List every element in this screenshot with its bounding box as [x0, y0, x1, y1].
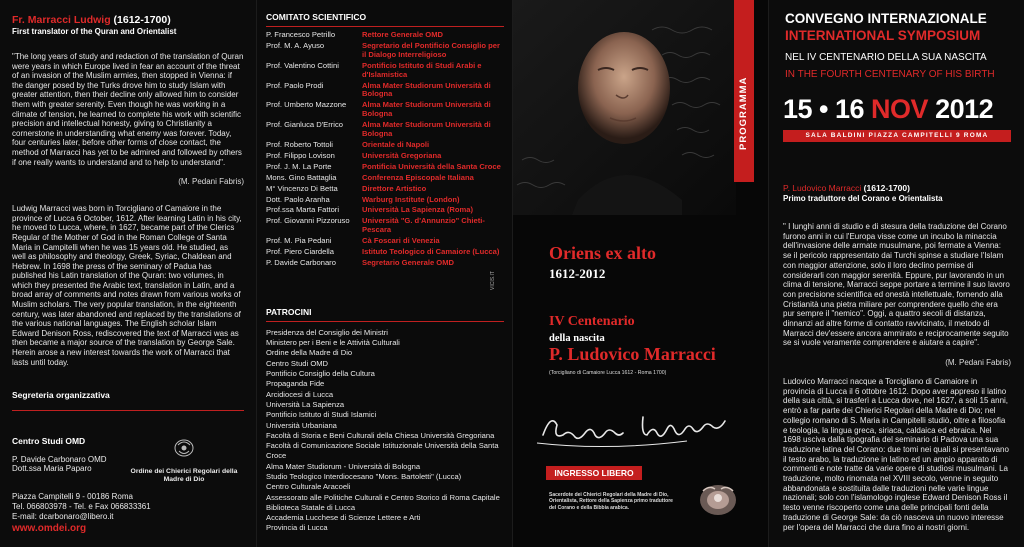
committee-list	[266, 31, 504, 268]
committee-heading: COMITATO SCIENTIFICO	[266, 12, 367, 22]
portrait-image	[512, 0, 736, 215]
event-month: NOV	[871, 94, 929, 124]
panel4-name: P. Ludovico Marracci	[783, 183, 862, 193]
signature-image	[535, 405, 745, 455]
patron-item: Pontificio Istituto di Studi Islamici	[266, 410, 377, 420]
committee-member	[266, 31, 504, 40]
patron-item: Assessorato alle Politiche Culturali e Centro Storico di Roma Capitale	[266, 492, 500, 502]
fold-divider	[512, 0, 513, 547]
address-block	[12, 492, 244, 521]
centenary-en: IN THE FOURTH CENTENARY OF HIS BIRTH	[785, 69, 995, 80]
email-line[interactable]: E-mail: dcarbonaro@libero.it	[12, 511, 114, 521]
committee-member-affiliation: Università Gregoriana	[362, 150, 442, 160]
programma-label: PROGRAMMA	[738, 76, 749, 150]
symposium-title-en: INTERNATIONAL SYMPOSIUM	[785, 28, 981, 43]
patron-item: Accademia Lucchese di Scienze Lettere e Arti	[266, 513, 421, 523]
committee-member	[266, 42, 504, 60]
fold-divider	[256, 0, 257, 547]
centre-label: Centro Studi OMD	[12, 436, 86, 447]
order-block	[124, 437, 244, 484]
committee-member-affiliation: Direttore Artistico	[362, 183, 427, 193]
patron-item: Facoltà di Storia e Beni Culturali della Chiesa Università Gregoriana	[266, 430, 495, 440]
address-line: Piazza Campitelli 9 - 00186 Roma	[12, 492, 133, 502]
panel1-years: (1612-1700)	[113, 14, 171, 26]
committee-member-name: P. Francesco Petrillo	[266, 30, 336, 39]
cover-name: P. Ludovico Marracci	[549, 344, 716, 364]
committee-member-name: Prof.ssa Marta Fattori	[266, 205, 340, 215]
centenary-it: NEL IV CENTENARIO DELLA SUA NASCITA	[785, 52, 987, 63]
committee-member	[266, 206, 504, 215]
patron-item: Università Urbaniana	[266, 420, 337, 430]
patron-item: Facoltà di Comunicazione Sociale Istituzionale Università della Santa Croce	[266, 441, 499, 461]
committee-member-name: P. Davide Carbonaro	[266, 257, 336, 267]
della-nascita: della nascita	[549, 333, 605, 344]
committee-member-affiliation: Istituto Teologico di Camaiore (Lucca)	[362, 247, 500, 257]
committee-member-affiliation: Segretario del Pontificio Consiglio per il Dialogo Interreligioso	[362, 40, 500, 59]
panel4-quote: " I lunghi anni di studio e di stesura della traduzione del Corano furono anni in cui l'Europa visse come un incubo la minaccia dell'invasione delle armate musulmane, poi fermate a Vienna: se il pericolo rappresentato dai Turchi spinse a studiare l'Islam con maggior attenzione, solo il loro declino permise di considerarli con maggior serenità. Eppure, pur lavorando in un clima di tensione, Marracci seppe portare a termine il suo lavoro con precisione scientifica ed onestà intellettuale, fornendo alla Cristianità una pietra miliare per comprendere quello che era pur sempre il "nemico". Oggi, a quattro secoli di distanza, dinnanzi ad altre forme di contatto ravvicinato, il metodo di Marracci dev'essere ancora ammirato e reciprocamente seguito se si vuole veramente comprendere e aiutare a capire".	[783, 222, 1010, 348]
committee-member-affiliation: Università "G. d'Annunzio" Chieti-Pescara	[362, 216, 485, 235]
committee-member	[266, 259, 504, 268]
panel4-title	[783, 183, 910, 193]
committee-member	[266, 62, 504, 80]
committee-member-affiliation: Alma Mater Studiorum Università di Bologna	[362, 80, 491, 99]
order-emblem-icon	[697, 481, 739, 519]
phone-line: Tel. 066803978 - Tel. e Fax 066833361	[12, 502, 151, 512]
oriens-title: Oriens ex alto	[549, 243, 656, 263]
website-link[interactable]: www.omdei.org	[12, 522, 87, 534]
patron-item: Studio Teologico Interdiocesano "Mons. Bartoletti" (Lucca)	[266, 472, 462, 481]
committee-member-affiliation: Rettore Generale OMD	[362, 30, 444, 39]
committee-member	[266, 101, 504, 119]
contact-name: Dott.ssa Maria Paparo	[12, 464, 92, 474]
committee-member-name: Prof. M. Pia Pedani	[266, 236, 332, 246]
committee-member-name: Prof. Gianluca D'Errico	[266, 120, 343, 130]
order-name: Ordine dei Chierici Regolari della Madre di Dio	[130, 468, 238, 484]
committee-member	[266, 121, 504, 139]
committee-member	[266, 248, 504, 257]
patron-item: Presidenza del Consiglio dei Ministri	[266, 327, 388, 337]
entry-badge: INGRESSO LIBERO	[546, 466, 642, 480]
committee-member-affiliation: Alma Mater Studiorum Università di Bologna	[362, 100, 491, 119]
centenary-title: IV Centenario	[549, 314, 635, 329]
panel4-bio: Ludovico Marracci nacque a Torcigliano di Camaiore in provincia di Lucca il 6 ottobre 1612. Dopo aver appreso il latino della sua città, si trasferì a Lucca dove, nel 1627, a soli 15 anni, entrò a far parte dei Chierici Regolari della Madre di Dio; nel collegio romano di S. Maria in Campitelli studiò, oltre a filosofia e teologia, la lingua greca, siriaca, caldaica ed ebraica. Nel 1698 uscivа dalla tipografia del seminario di Padova una sua traduzione latina del Corano: due tomi nei quali si presentavano il testo arabo, la traduzione in latino ed un ampio apparato di commenti e note tratte da varie opere di studiosi musulmani. La traduzione, molto rinomata nel XVIII secolo, venne in seguito abbandonata e sostituita dalle traduzioni nelle varie lingue nazionali; solo con l'islamologo inglese Edward Denison Ross il testo venne riscoperto come una delle principali fonti della traduzione di George Sale: da ciò nasceva un nuovo interesse per l'opera del Marracci che dura fino ai nostri giorni.	[783, 377, 1009, 532]
panel4-subtitle: Primo traduttore del Corano e Orientalista	[783, 194, 943, 203]
committee-member	[266, 196, 504, 205]
committee-member	[266, 185, 504, 194]
committee-member-name: Prof. Paolo Prodi	[266, 80, 324, 90]
patron-item: Alma Mater Studiorum - Università di Bologna	[266, 461, 421, 471]
patron-item: Biblioteca Statale di Lucca	[266, 502, 356, 512]
panel1-quote: "The long years of study and redaction of the translation of Quran were years in which Europe lived in fear an account of the threat of an invasion of the Muslim armies, then stopped in Vienna: if the danger posed by the Turks drove him to study Islam with greater attention, then their decline only allowed him to consider them with greater serenity. Even though he was working in a climate of tension, he learned to complete his work with scientific precision and intellectual honesty, giving to Christianity a cornerstone in understanding what enemy was forever. Today, four centuries later, before other forms of close contact, the method of Marracci has yet to be admired and followed by others if one really wants to understand and to help to understand".	[12, 52, 244, 167]
panel1-title	[12, 14, 244, 26]
patron-list	[266, 328, 504, 534]
venue-bar: SALA BALDINI PIAZZA CAMPITELLI 9 ROMA	[783, 130, 1011, 142]
committee-member-name: Prof. Giovanni Pizzoruso	[266, 216, 350, 226]
patron-item: Pontificio Consiglio della Cultura	[266, 369, 375, 379]
event-date	[783, 94, 993, 125]
patron-item: Ordine della Madre di Dio	[266, 348, 353, 358]
secretariat-divider	[12, 410, 244, 411]
event-year: 2012	[935, 94, 994, 124]
panel1-subtitle: First translator of the Quran and Orientalist	[12, 27, 177, 36]
secretariat-label: Segreteria organizzativa	[12, 390, 110, 401]
committee-member-name: Prof. Umberto Mazzone	[266, 100, 347, 110]
contact-block	[12, 437, 124, 484]
credit-text: VICIS.IT	[490, 271, 496, 290]
committee-divider	[266, 26, 504, 27]
committee-member-affiliation: Cà Foscari di Venezia	[362, 236, 440, 246]
panel1-bio: Ludwig Marracci was born in Torcigliano of Camaiore in the province of Lucca 6 October, 1612. After learning Latin in his city, he moved to Lucca, where, in 1627, became part of the Clerics Regular of the Mother of God in the Roman College of Santa Maria in Campitelli when he was 15 years old. He studied, as well as philosophy and theology, Greek, Syriac, Chaldean and Hebrew. In 1698 the press of the seminary of Padua has published his Latin translation of the Quran: two volumes, in which they presented the Arabic text, translation in Latin, and a broad array of comments and notes drawn from various works of Muslim scholars. The very popular translation, in the eighteenth century, was later abandoned and replaced by the translations of the various national languages. The English scholar Islam Edward Denison Ross, rediscovered the text of Marracci was as then became a major source of the translation by George Sale. Herein arose a new interest towards the work of Marracci that lasts until today.	[12, 204, 242, 367]
committee-member	[266, 163, 504, 172]
panel1-cite: (M. Pedani Fabris)	[178, 177, 244, 187]
cover-born: (Torcigliano di Camaiore Lucca 1612 - Roma 1700)	[549, 370, 667, 376]
contact-name: P. Davide Carbonaro OMD	[12, 454, 107, 464]
patron-item: Università La Sapienza	[266, 399, 345, 409]
committee-member	[266, 152, 504, 161]
panel4-cite: (M. Pedani Fabris)	[945, 358, 1011, 367]
committee-member-affiliation: Alma Mater Studiorum Università di Bologna	[362, 120, 491, 139]
committee-member	[266, 237, 504, 246]
patron-item: Propaganda Fide	[266, 379, 325, 389]
committee-member-name: Dott. Paolo Aranha	[266, 194, 330, 204]
committee-member-name: Prof. Piero Ciardella	[266, 247, 334, 257]
committee-member-affiliation: Orientale di Napoli	[362, 139, 430, 149]
patrons-heading: PATROCINI	[266, 306, 312, 317]
panel1-name: Fr. Marracci Ludwig	[12, 14, 111, 26]
committee-member-affiliation: Conferenza Episcopale Italiana	[362, 172, 474, 182]
patron-item: Arcidiocesi di Lucca	[266, 389, 334, 399]
committee-member-affiliation: Università La Sapienza (Roma)	[362, 205, 473, 215]
contact-row	[12, 437, 244, 484]
panel-committee	[256, 0, 512, 547]
committee-member-name: Mons. Gino Battaglia	[266, 172, 337, 182]
committee-member-name: Prof. Valentino Cottini	[266, 60, 339, 70]
oriens-years: 1612-2012	[549, 266, 606, 281]
committee-member-name: Prof. M. A. Ayuso	[266, 40, 325, 50]
symposium-title-it: CONVEGNO INTERNAZIONALE	[785, 11, 987, 26]
patron-item: Ministero per i Beni e le Attività Culturali	[266, 338, 400, 348]
committee-member	[266, 141, 504, 150]
committee-member-name: Prof. J. M. La Porte	[266, 161, 332, 171]
committee-member-affiliation: Warburg Institute (London)	[362, 194, 460, 204]
cover-description: Sacerdote dei Chierici Regolari della Madre di Dio, Orientalista, Rettore della Sapienza primo traduttore del Corano e della Bibbia arabica.	[549, 492, 673, 511]
event-days: 15 • 16	[783, 94, 865, 124]
committee-member-name: M° Vincenzo Di Betta	[266, 183, 338, 193]
committee-member-affiliation: Segretario Generale OMD	[362, 257, 455, 267]
committee-member-affiliation: Pontificia Università della Santa Croce	[362, 161, 501, 171]
committee-member-affiliation: Pontificio Istituto di Studi Arabi e d'Islamistica	[362, 60, 482, 79]
panel-english-bio	[0, 0, 256, 547]
patrons-divider	[266, 321, 504, 322]
patron-item: Centro Culturale Aracoeli	[266, 482, 351, 492]
patron-item: Centro Studi OMD	[266, 358, 329, 368]
patron-item: Provincia di Lucca	[266, 523, 328, 533]
committee-member	[266, 82, 504, 100]
committee-member	[266, 174, 504, 183]
order-emblem-icon	[172, 437, 196, 459]
committee-member	[266, 217, 504, 235]
committee-member-name: Prof. Roberto Tottoli	[266, 139, 333, 149]
fold-divider	[768, 0, 769, 547]
committee-member-name: Prof. Filippo Lovison	[266, 150, 335, 160]
panel4-years: (1612-1700)	[863, 183, 910, 193]
